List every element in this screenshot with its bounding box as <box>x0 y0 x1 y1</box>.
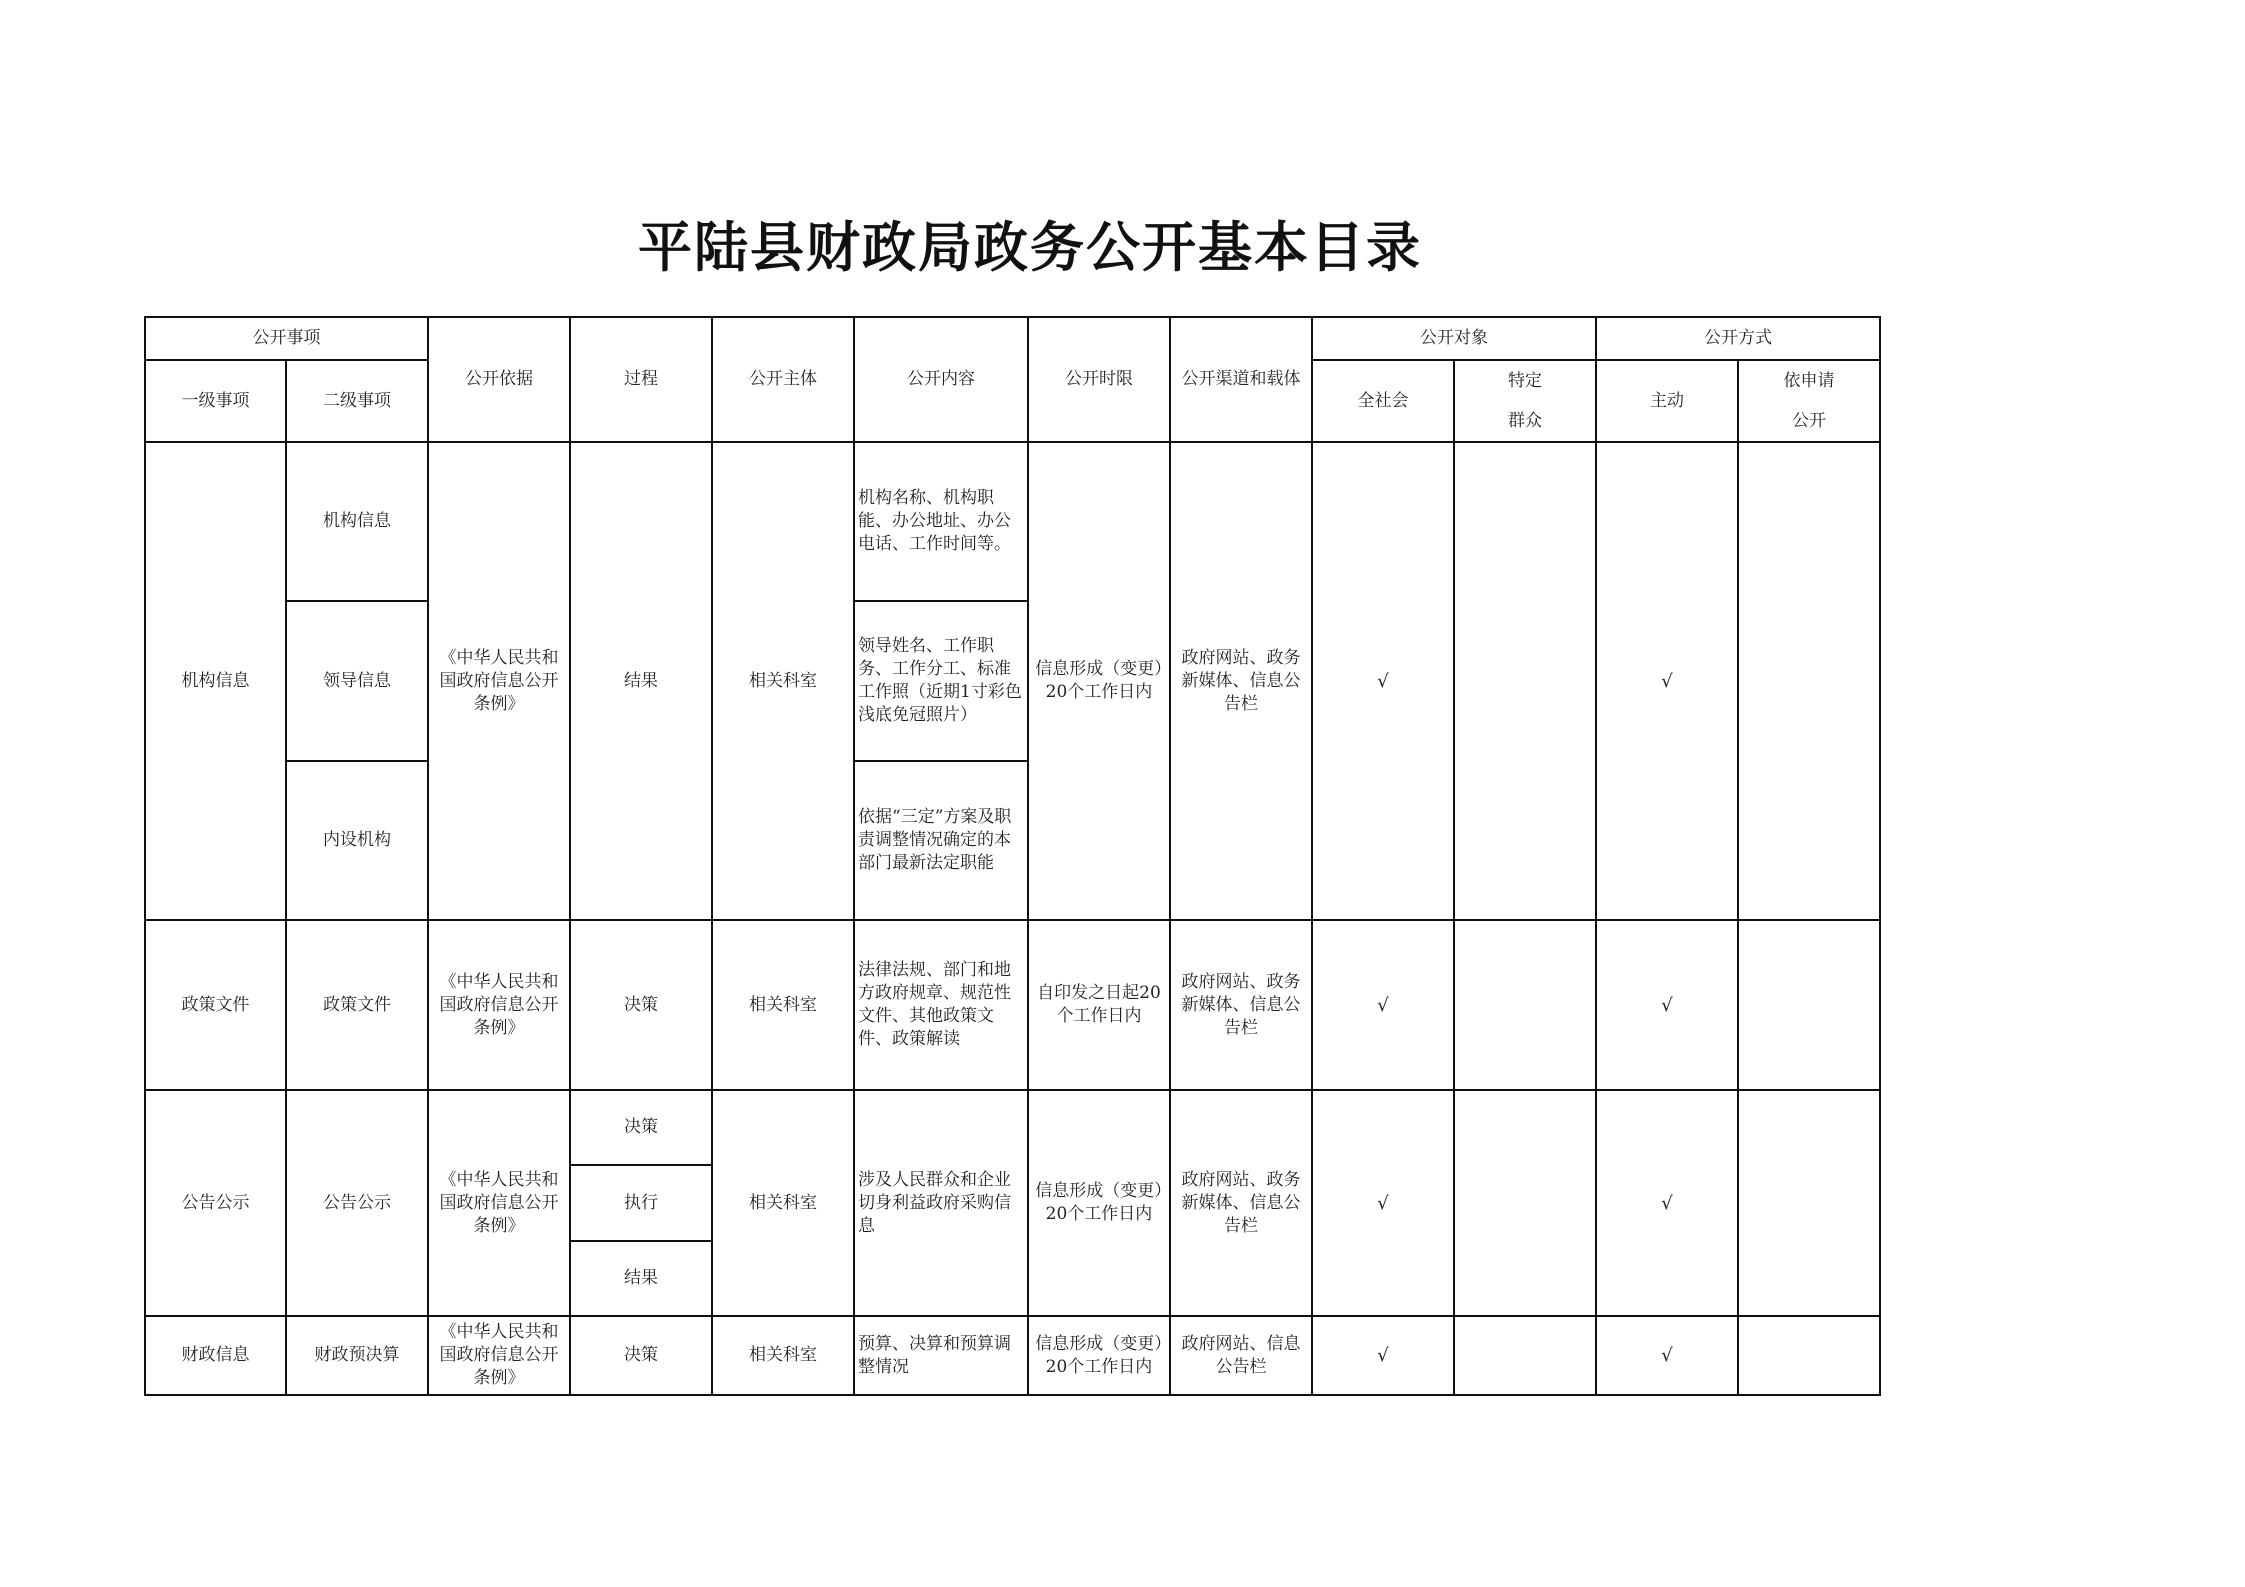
cell-specific-empty <box>1454 442 1596 920</box>
cell-channel: 政府网站、政务新媒体、信息公告栏 <box>1170 920 1312 1090</box>
cell-active-check: √ <box>1596 1090 1738 1316</box>
cell-active-check: √ <box>1596 920 1738 1090</box>
cell-specific-empty <box>1454 1316 1596 1395</box>
cell-basis: 《中华人民共和国政府信息公开条例》 <box>428 1090 570 1316</box>
cell-time-limit: 信息形成（变更）20个工作日内 <box>1028 1316 1170 1395</box>
cell-level1: 公告公示 <box>145 1090 286 1316</box>
cell-subject: 相关科室 <box>712 1316 854 1395</box>
header-apply-line1: 依申请 <box>1783 371 1835 391</box>
table-row <box>145 920 2022 1090</box>
cell-on-request-empty <box>1738 1316 1880 1395</box>
cell-on-request-empty <box>1738 1090 1880 1316</box>
cell-level2: 内设机构 <box>286 761 428 920</box>
cell-time-limit: 自印发之日起20个工作日内 <box>1028 920 1170 1090</box>
cell-level2: 政策文件 <box>286 920 428 1090</box>
cell-channel: 政府网站、信息公告栏 <box>1170 1316 1312 1395</box>
cell-level1: 机构信息 <box>145 442 286 920</box>
cell-subject: 相关科室 <box>712 1090 854 1316</box>
header-channel: 公开渠道和载体 <box>1170 317 1312 442</box>
cell-society-check: √ <box>1312 920 1454 1090</box>
header-apply-line2: 公开 <box>1792 411 1826 431</box>
cell-content: 依据“三定”方案及职责调整情况确定的本部门最新法定职能 <box>854 761 1028 920</box>
cell-basis: 《中华人民共和国政府信息公开条例》 <box>428 442 570 920</box>
cell-level1: 政策文件 <box>145 920 286 1090</box>
header-on-request <box>1738 360 1880 442</box>
header-society: 全社会 <box>1312 360 1454 442</box>
table-row <box>145 442 2022 601</box>
header-public-target: 公开对象 <box>1312 317 1596 360</box>
header-public-method: 公开方式 <box>1596 317 1880 360</box>
cell-process: 结果 <box>570 1241 712 1316</box>
cell-process: 决策 <box>570 1316 712 1395</box>
header-level2: 二级事项 <box>286 360 428 442</box>
table-row <box>145 1090 2022 1165</box>
cell-level1: 财政信息 <box>145 1316 286 1395</box>
cell-channel: 政府网站、政务新媒体、信息公告栏 <box>1170 1090 1312 1316</box>
table-row <box>145 1316 2022 1395</box>
cell-process: 决策 <box>570 920 712 1090</box>
cell-level2: 财政预决算 <box>286 1316 428 1395</box>
cell-active-check: √ <box>1596 1316 1738 1395</box>
cell-active-check: √ <box>1596 442 1738 920</box>
cell-time-limit: 信息形成（变更）20个工作日内 <box>1028 442 1170 920</box>
cell-level2: 领导信息 <box>286 601 428 761</box>
header-active: 主动 <box>1596 360 1738 442</box>
cell-content: 涉及人民群众和企业切身利益政府采购信息 <box>854 1090 1028 1316</box>
cell-level2: 机构信息 <box>286 442 428 601</box>
header-level1: 一级事项 <box>145 360 286 442</box>
cell-specific-empty <box>1454 1090 1596 1316</box>
header-specific-line2: 群众 <box>1508 411 1542 431</box>
cell-content: 预算、决算和预算调整情况 <box>854 1316 1028 1395</box>
cell-level2: 公告公示 <box>286 1090 428 1316</box>
header-public-items: 公开事项 <box>145 317 428 360</box>
cell-content: 领导姓名、工作职务、工作分工、标准工作照（近期1寸彩色浅底免冠照片） <box>854 601 1028 761</box>
cell-specific-empty <box>1454 920 1596 1090</box>
header-row-1 <box>145 317 2022 360</box>
page-title: 平陆县财政局政务公开基本目录 <box>638 216 1422 279</box>
cell-basis: 《中华人民共和国政府信息公开条例》 <box>428 1316 570 1395</box>
cell-subject: 相关科室 <box>712 920 854 1090</box>
cell-on-request-empty <box>1738 920 1880 1090</box>
cell-time-limit: 信息形成（变更）20个工作日内 <box>1028 1090 1170 1316</box>
cell-basis: 《中华人民共和国政府信息公开条例》 <box>428 920 570 1090</box>
cell-content: 机构名称、机构职能、办公地址、办公电话、工作时间等。 <box>854 442 1028 601</box>
cell-process: 决策 <box>570 1090 712 1165</box>
cell-subject: 相关科室 <box>712 442 854 920</box>
cell-society-check: √ <box>1312 1090 1454 1316</box>
header-specific-line1: 特定 <box>1508 371 1542 391</box>
cell-on-request-empty <box>1738 442 1880 920</box>
cell-society-check: √ <box>1312 1316 1454 1395</box>
header-basis: 公开依据 <box>428 317 570 442</box>
cell-channel: 政府网站、政务新媒体、信息公告栏 <box>1170 442 1312 920</box>
header-process: 过程 <box>570 317 712 442</box>
header-subject: 公开主体 <box>712 317 854 442</box>
header-content: 公开内容 <box>854 317 1028 442</box>
header-time-limit: 公开时限 <box>1028 317 1170 442</box>
cell-process: 结果 <box>570 442 712 920</box>
header-specific-group <box>1454 360 1596 442</box>
cell-process: 执行 <box>570 1165 712 1241</box>
cell-content: 法律法规、部门和地方政府规章、规范性文件、其他政策文件、政策解读 <box>854 920 1028 1090</box>
cell-society-check: √ <box>1312 442 1454 920</box>
directory-table <box>144 316 2023 1396</box>
